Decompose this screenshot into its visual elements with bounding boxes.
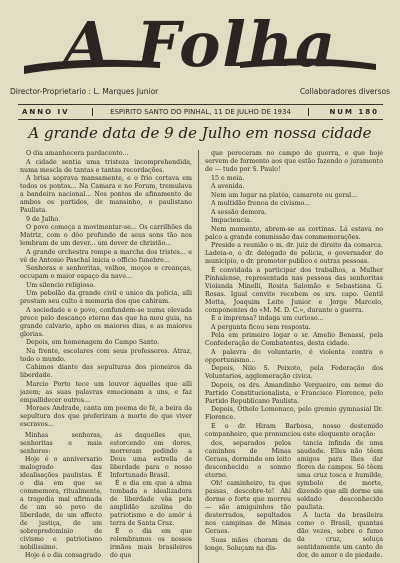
paragraph: A sessão demora. bbox=[211, 208, 267, 216]
speech-subcolumn-a bbox=[20, 432, 102, 563]
issue-place-date: ESPIRITO SANTO DO PINHAL, 11 DE JULHO DE 1934 bbox=[92, 108, 309, 116]
paragraph: Moraes Andrade, canta um poema de fé, a beira da sepultura dos que preferiram a morte do que viver escravos... bbox=[20, 405, 192, 428]
paragraph: Minhas senhoras, senhoritas e mais senhores: bbox=[20, 432, 102, 455]
masthead-info bbox=[10, 87, 390, 96]
paragraph: Marcio Porto tece um louvor áquelles que alli jazem; as suas palavras emocionam a uns, e faz empallidecer outros... bbox=[20, 380, 192, 404]
paragraph: 15 e meia. bbox=[211, 174, 245, 182]
paragraph: Impaciencia. bbox=[211, 217, 252, 224]
paragraph: Hoje é o anniversario malogrado das idealisações paulistas. É o dia em que se commemora, ritualmente, a tragedia mal afirmada de um só povo de liberdade, de um affecto de justiça, de um sobrepredominio de civismo e patriotismo nobilissimo. bbox=[20, 456, 102, 551]
masthead bbox=[20, 6, 380, 84]
column-divider bbox=[198, 150, 199, 563]
paragraph: Depois, Nilo S. Peixoto, pela Federação dos Voluntarios, agglomeração civica. bbox=[205, 365, 383, 380]
paragraph: ás daquelles que, estorcendo em dores, morreram pedindo a Deus uma estrella de liberdade para o nosso Infortunado Brasil. bbox=[110, 432, 192, 479]
paragraph: Depois, em homenagem do Campo Santo. bbox=[26, 339, 160, 346]
paragraph: A multidão frenoa de civismo... bbox=[211, 200, 311, 207]
paragraph: Hoje é o dia consagrado bbox=[25, 552, 101, 559]
paragraph bbox=[20, 430, 192, 431]
paragraph: A avenida. bbox=[211, 183, 245, 190]
paragraph: O povo começa a movimentar-se... Os carrilhões da Matriz, com o dôo profundo de seus sons tão nos lembram de um dever... um dever de christão... bbox=[20, 224, 192, 247]
paragraph: Um silencio religioso. bbox=[26, 281, 96, 289]
paragraph: A palavra do voluntario, é violenta contra o opportunismo... bbox=[205, 348, 383, 364]
paragraph: tancia infinda de uma saudade. Elles não têem amigos para lhes dar flores de campos. Só têem uma cruz tosca e humilde, symbolo de morte, dizendo que alli dorme um soldado desconhecido paulista. bbox=[297, 439, 383, 511]
paragraph: Pela em primeiro logar o sr. Amelio Benassi, pela Confederação de Combatentes, desta cidade. bbox=[205, 332, 383, 347]
paragraph: E o dr. Hiram Barbosa, nosso destemido companheiro, que pronunciou este eloquente oração: bbox=[205, 422, 383, 438]
collaborators-line: Collaboradores diversos bbox=[299, 87, 390, 96]
paragraph: 9 de Julho. bbox=[26, 215, 61, 223]
paragraph: É o dia em que relembramos os nossos irmãos mais brasileiros do que bbox=[110, 528, 192, 559]
speech-subcolumn-c bbox=[205, 440, 291, 561]
paragraph: A pergunta ficou sem resposta. bbox=[211, 323, 311, 331]
issue-bar bbox=[18, 104, 383, 120]
speech-subcolumn-b bbox=[110, 432, 192, 563]
headline: A grande data de 9 de Julho em nossa cidade bbox=[28, 124, 372, 142]
paragraph: O dia amanhecera pardacento... bbox=[26, 150, 129, 157]
speech-columns-right bbox=[205, 440, 383, 561]
paragraph: Preside a reunião o m. dr. juiz de direito da comarca. Ladeia-o, o dr. delegado de policia, o governador do municipio, o dr. promotor publico e outras pessoas. bbox=[205, 242, 383, 265]
paragraph: Nem momento, abrem-se as cortinas. Lá estava no palco a grande commissão das commemorações. bbox=[205, 225, 383, 241]
issue-year: ANNO IV bbox=[22, 108, 70, 116]
speech-subcolumn-d bbox=[297, 440, 383, 561]
paragraph: A lucta da brasileira como o Brasil, quantas dão vezes, sobre o fumo da cruz, soluça sentidamente um canto de dor, de amor e de piedade. bbox=[297, 512, 383, 559]
paragraph: É convidada a participar dos trabalhos, a Mulher Pinhalense, representada nas pessoas das senhoritas Violanda Minelli, Rosita Salomão e Sebastiana G. Rosas. Igual convite recebem os srs. capo. Gentil Motta, Joaquim Leite Junior e Jorge Marcelo, componentes do «M. M. D. C.», durante a guerra. bbox=[205, 266, 383, 314]
speech-columns-left bbox=[20, 432, 192, 563]
paragraph: Um pebolão da grande civil e unico da policia, alli prestam seu culto á memoria dos que cahiram. bbox=[20, 290, 192, 305]
masthead-title: A Folha bbox=[62, 8, 338, 81]
paragraph: A cidade sentia uma tristeza incomprehendida, numa mescla de tantas e tantas recordações. bbox=[20, 158, 192, 174]
paragraph: Oh! caminheiro, tu que passas, descobre-te! Ahi dorme o forte que morreu — são amiguinhos tão desterrados, sepultados nos campinas de Minas Geraes. bbox=[205, 480, 291, 535]
paragraph: A sociedade e o povo, confundem-se numa elevada prece pelo descanço eterno das que ha meu guia, na grande calvario, apho os maiores dias, e as maiores glorias. bbox=[20, 306, 192, 338]
director-line: Director-Proprietario : L. Marques Junior bbox=[10, 87, 159, 96]
paragraph: A brisa soprava mansamente, e o frio cortava em todos os pontos... Na Camara e no Forum, tremulava a bandeira nacional... Nos pontos de afinamento de ambos os partidos, de mansinho, o paulistano Paulista. bbox=[20, 175, 192, 214]
paragraph: Depois, Othelo Lomonaco, pelo gremio gymnasial Dr. Florence. bbox=[205, 406, 383, 421]
masthead-logo bbox=[20, 6, 380, 84]
paragraph: Depois, os drs. Amandinho Vergueiro, em nome do Partido Constitucionalista, e Francisco Florence, pelo Partido Republicano Paulista. bbox=[205, 381, 383, 405]
issue-number: NUM 180 bbox=[329, 108, 379, 116]
paragraph: Nem um lugar na platéa, camarote ou geral... bbox=[211, 191, 358, 199]
paragraph: Senhoras e senhoritas, velhos, moços e creanças, occupam o maior espaço da nave... bbox=[20, 265, 192, 280]
paragraph: E a imprensa? indaga um curioso... bbox=[211, 315, 324, 322]
article-right-column bbox=[205, 150, 383, 563]
paragraph: Na frente, escolares com seus professores. Atraz, todo o mundo. bbox=[20, 347, 192, 363]
paragraph: Suas mães choram de longe. Soluçam na dis- bbox=[205, 536, 291, 552]
paragraph: dos, separados pelos caminhos de Minas Geraes, dormindo em leito desconhecido o somno eterno. bbox=[205, 439, 291, 479]
article-left-column bbox=[20, 150, 192, 430]
paragraph: Cahimos diante das sepulturas dos pioneiros da liberdade. bbox=[20, 364, 192, 379]
paragraph: que pereceram no campo de guerra, e que hoje servem de formento aos que estão fazendo o juramento de — tudo por S. Paulo! bbox=[205, 150, 383, 173]
paragraph: É o dia em que a alma tombada e idealizadora de liberdade vôa pela amplidão azulina do patriotismo e do amôr á terra de Santa Cruz. bbox=[110, 480, 192, 527]
paragraph: A grande orchestra rompe a marcha dos tristes... e vê de Antonio Paschal inicia o officio funebre... bbox=[20, 248, 192, 264]
